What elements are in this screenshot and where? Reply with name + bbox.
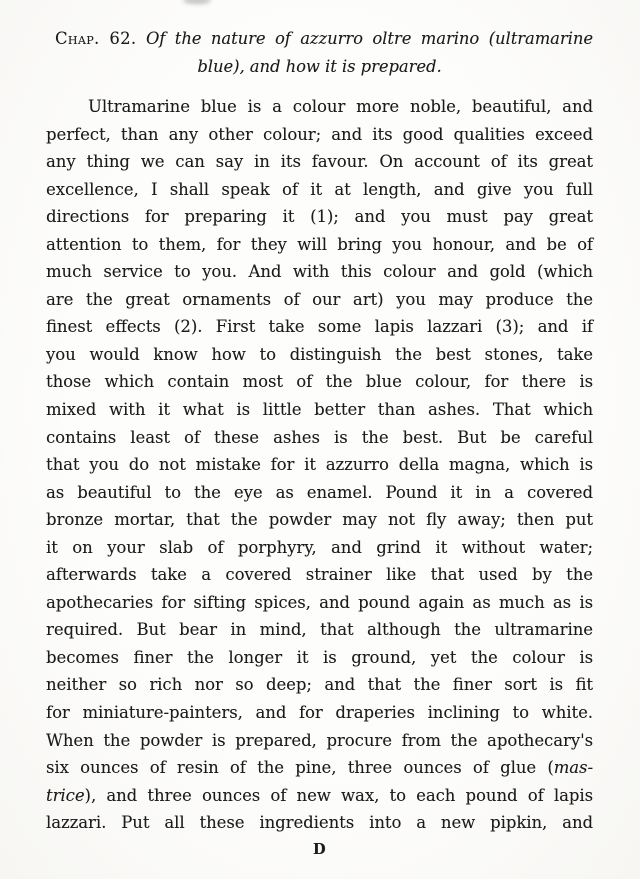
chapter-label: Chap. 62. — [55, 29, 137, 48]
body-paragraph — [46, 93, 593, 837]
text-line: contains least of these ashes is the best. But be careful — [46, 427, 593, 447]
text-line: those which contain most of the blue colour, for there is — [46, 372, 593, 392]
text-line: that you do not mistake for it azzurro della magna, which is — [46, 455, 593, 475]
chapter-title-line1: Of the nature of azzurro oltre marino (ultramarine — [136, 29, 593, 48]
text-line: bronze mortar, that the powder may not fly away; then put — [46, 510, 593, 530]
text-line: excellence, I shall speak of it at length, and give you full — [46, 179, 593, 199]
text-line: neither so rich nor so deep; and that the finer sort is fit — [46, 675, 593, 695]
signature-mark: D — [312, 840, 327, 858]
scan-artifact-smudge — [183, 0, 211, 4]
text-line: attention to them, for they will bring you honour, and be of — [46, 234, 593, 254]
text-line: lazzari. Put all these ingredients into a new pipkin, and — [46, 813, 593, 833]
text-line: mixed with it what is little better than ashes. That which — [46, 400, 593, 420]
text-line: When the powder is prepared, procure from the apothecary's — [46, 730, 593, 750]
text-line: for miniature-painters, and for draperies inclining to white. — [46, 703, 593, 723]
chapter-heading — [46, 26, 593, 79]
text-line: afterwards take a covered strainer like that used by the — [46, 565, 593, 585]
text-line: Ultramarine blue is a colour more noble, beautiful, and — [88, 97, 593, 116]
text-line: six ounces of resin of the pine, three ounces of glue (mas- — [46, 758, 593, 778]
text-line: finest effects (2). First take some lapis lazzari (3); and if — [46, 317, 593, 337]
text-line: perfect, than any other colour; and its good qualities exceed — [46, 124, 593, 144]
text-line: directions for preparing it (1); and you must pay great — [46, 207, 593, 227]
text-line: becomes finer the longer it is ground, yet the colour is — [46, 647, 593, 667]
text-line: it on your slab of porphyry, and grind it without water; — [46, 537, 593, 557]
text-line: you would know how to distinguish the best stones, take — [46, 344, 593, 364]
chapter-heading-line1 — [46, 26, 593, 51]
text-line: are the great ornaments of our art) you may produce the — [46, 289, 593, 309]
text-line: any thing we can say in its favour. On account of its great — [46, 152, 593, 172]
text-line: much service to you. And with this colour and gold (which — [46, 262, 593, 282]
text-line: apothecaries for sifting spices, and pound again as much as is — [46, 592, 593, 612]
page-content — [46, 26, 593, 858]
text-line: required. But bear in mind, that although the ultramarine — [46, 620, 593, 640]
text-line: as beautiful to the eye as enamel. Pound it in a covered — [46, 482, 593, 502]
chapter-title-line2: blue), and how it is prepared. — [197, 57, 442, 76]
text-line: trice), and three ounces of new wax, to each pound of lapis — [46, 785, 593, 805]
